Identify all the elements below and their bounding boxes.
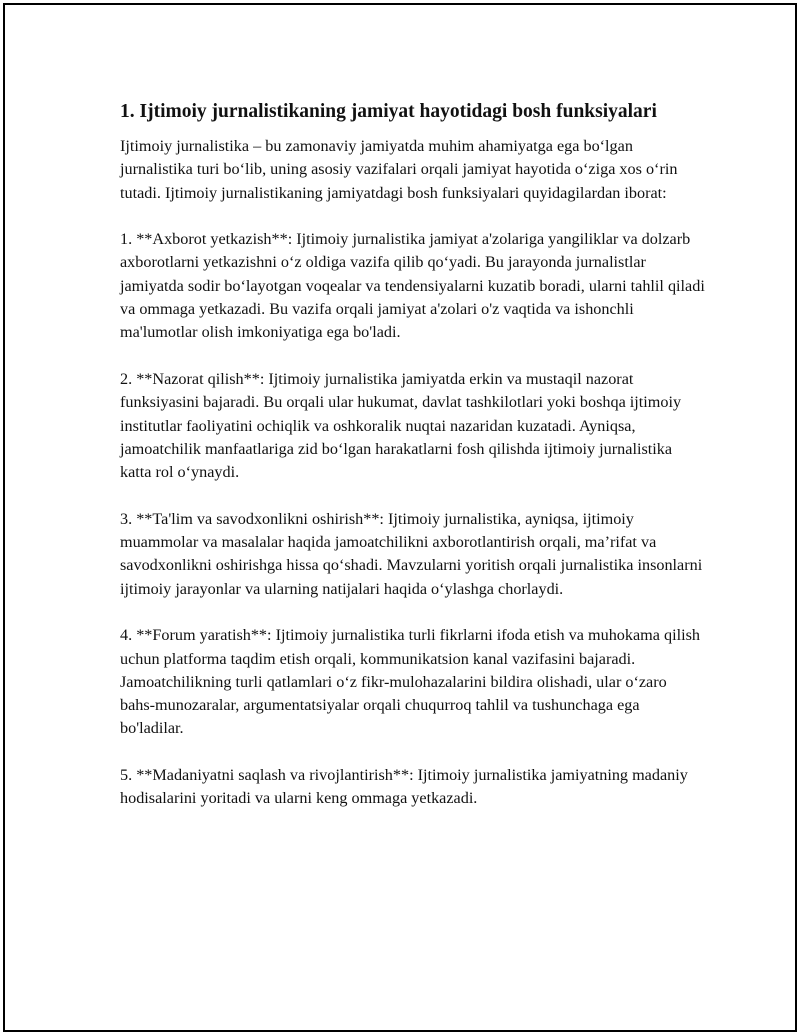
section-heading: 1. Ijtimoiy jurnalistikaning jamiyat hayotidagi bosh funksiyalari xyxy=(120,101,657,122)
function-madaniyat-paragraph: 5. **Madaniyatni saqlash va rivojlantirish**: Ijtimoiy jurnalistika jamiyatning madaniy hodisalarini yoritadi va ularni keng ommaga yetkazadi. xyxy=(120,766,688,808)
intro-paragraph: Ijtimoiy jurnalistika – bu zamonaviy jamiyatda muhim ahamiyatga ega bo‘lgan jurnalistika turi bo‘lib, uning asosiy vazifalari orqali jamiyat hayotida o‘ziga xos o‘rin tutadi. Ijtimoiy jurnalistikaning jamiyatdagi bosh funksiyalari quyidagilardan iborat: xyxy=(120,137,678,202)
function-talim-paragraph: 3. **Ta'lim va savodxonlikni oshirish**: Ijtimoiy jurnalistika, ayniqsa, ijtimoiy muammolar va masalalar haqida jamoatchilikni axborotlantirish orqali, ma’rifat va savodxonlikni oshirishga hissa qo‘shadi. Mavzularni yoritish orqali jurnalistika insonlarni ijtimoiy jarayonlar va ularning natijalari haqida o‘ylashga chorlaydi. xyxy=(120,509,703,598)
function-nazorat-paragraph: 2. **Nazorat qilish**: Ijtimoiy jurnalistika jamiyatda erkin va mustaqil nazorat funksiyasini bajaradi. Bu orqali ular hukumat, davlat tashkilotlari yoki boshqa ijtimoiy institutlar faoliyatini ochiqlik va oshkoralik nuqtai nazaridan kuzatadi. Ayniqsa, jamoatchilik manfaatlariga zid bo‘lgan harakatlarni fosh qilishda ijtimoiy jurnalistika katta rol o‘ynaydi. xyxy=(120,369,682,482)
page-frame xyxy=(3,3,797,1032)
document-body xyxy=(120,99,705,834)
function-axborot-paragraph: 1. **Axborot yetkazish**: Ijtimoiy jurnalistika jamiyat a'zolariga yangiliklar va dolzarb axborotlarni yetkazishni o‘z oldiga vazifa qilib qo‘yadi. Bu jarayonda jurnalistlar jamiyatda sodir bo‘layotgan voqealar va tendensiyalarni kuzatib boradi, ularni tahlil qiladi va ommaga yetkazadi. Bu vazifa orqali jamiyat a'zolari o'z vaqtida va ishonchli ma'lumotlar olish imkoniyatiga ega bo'ladi. xyxy=(120,230,705,342)
function-forum-paragraph: 4. **Forum yaratish**: Ijtimoiy jurnalistika turli fikrlarni ifoda etish va muhokama qilish uchun platforma taqdim etish orqali, kommunikatsion kanal vazifasini bajaradi. Jamoatchilikning turli qatlamlari o‘z fikr-mulohazalarini bildira olishadi, ular o‘zaro bahs-munozaralar, argumentatsiyalar orqali chuqurroq tahlil va tushunchaga ega bo'ladilar. xyxy=(120,626,700,738)
